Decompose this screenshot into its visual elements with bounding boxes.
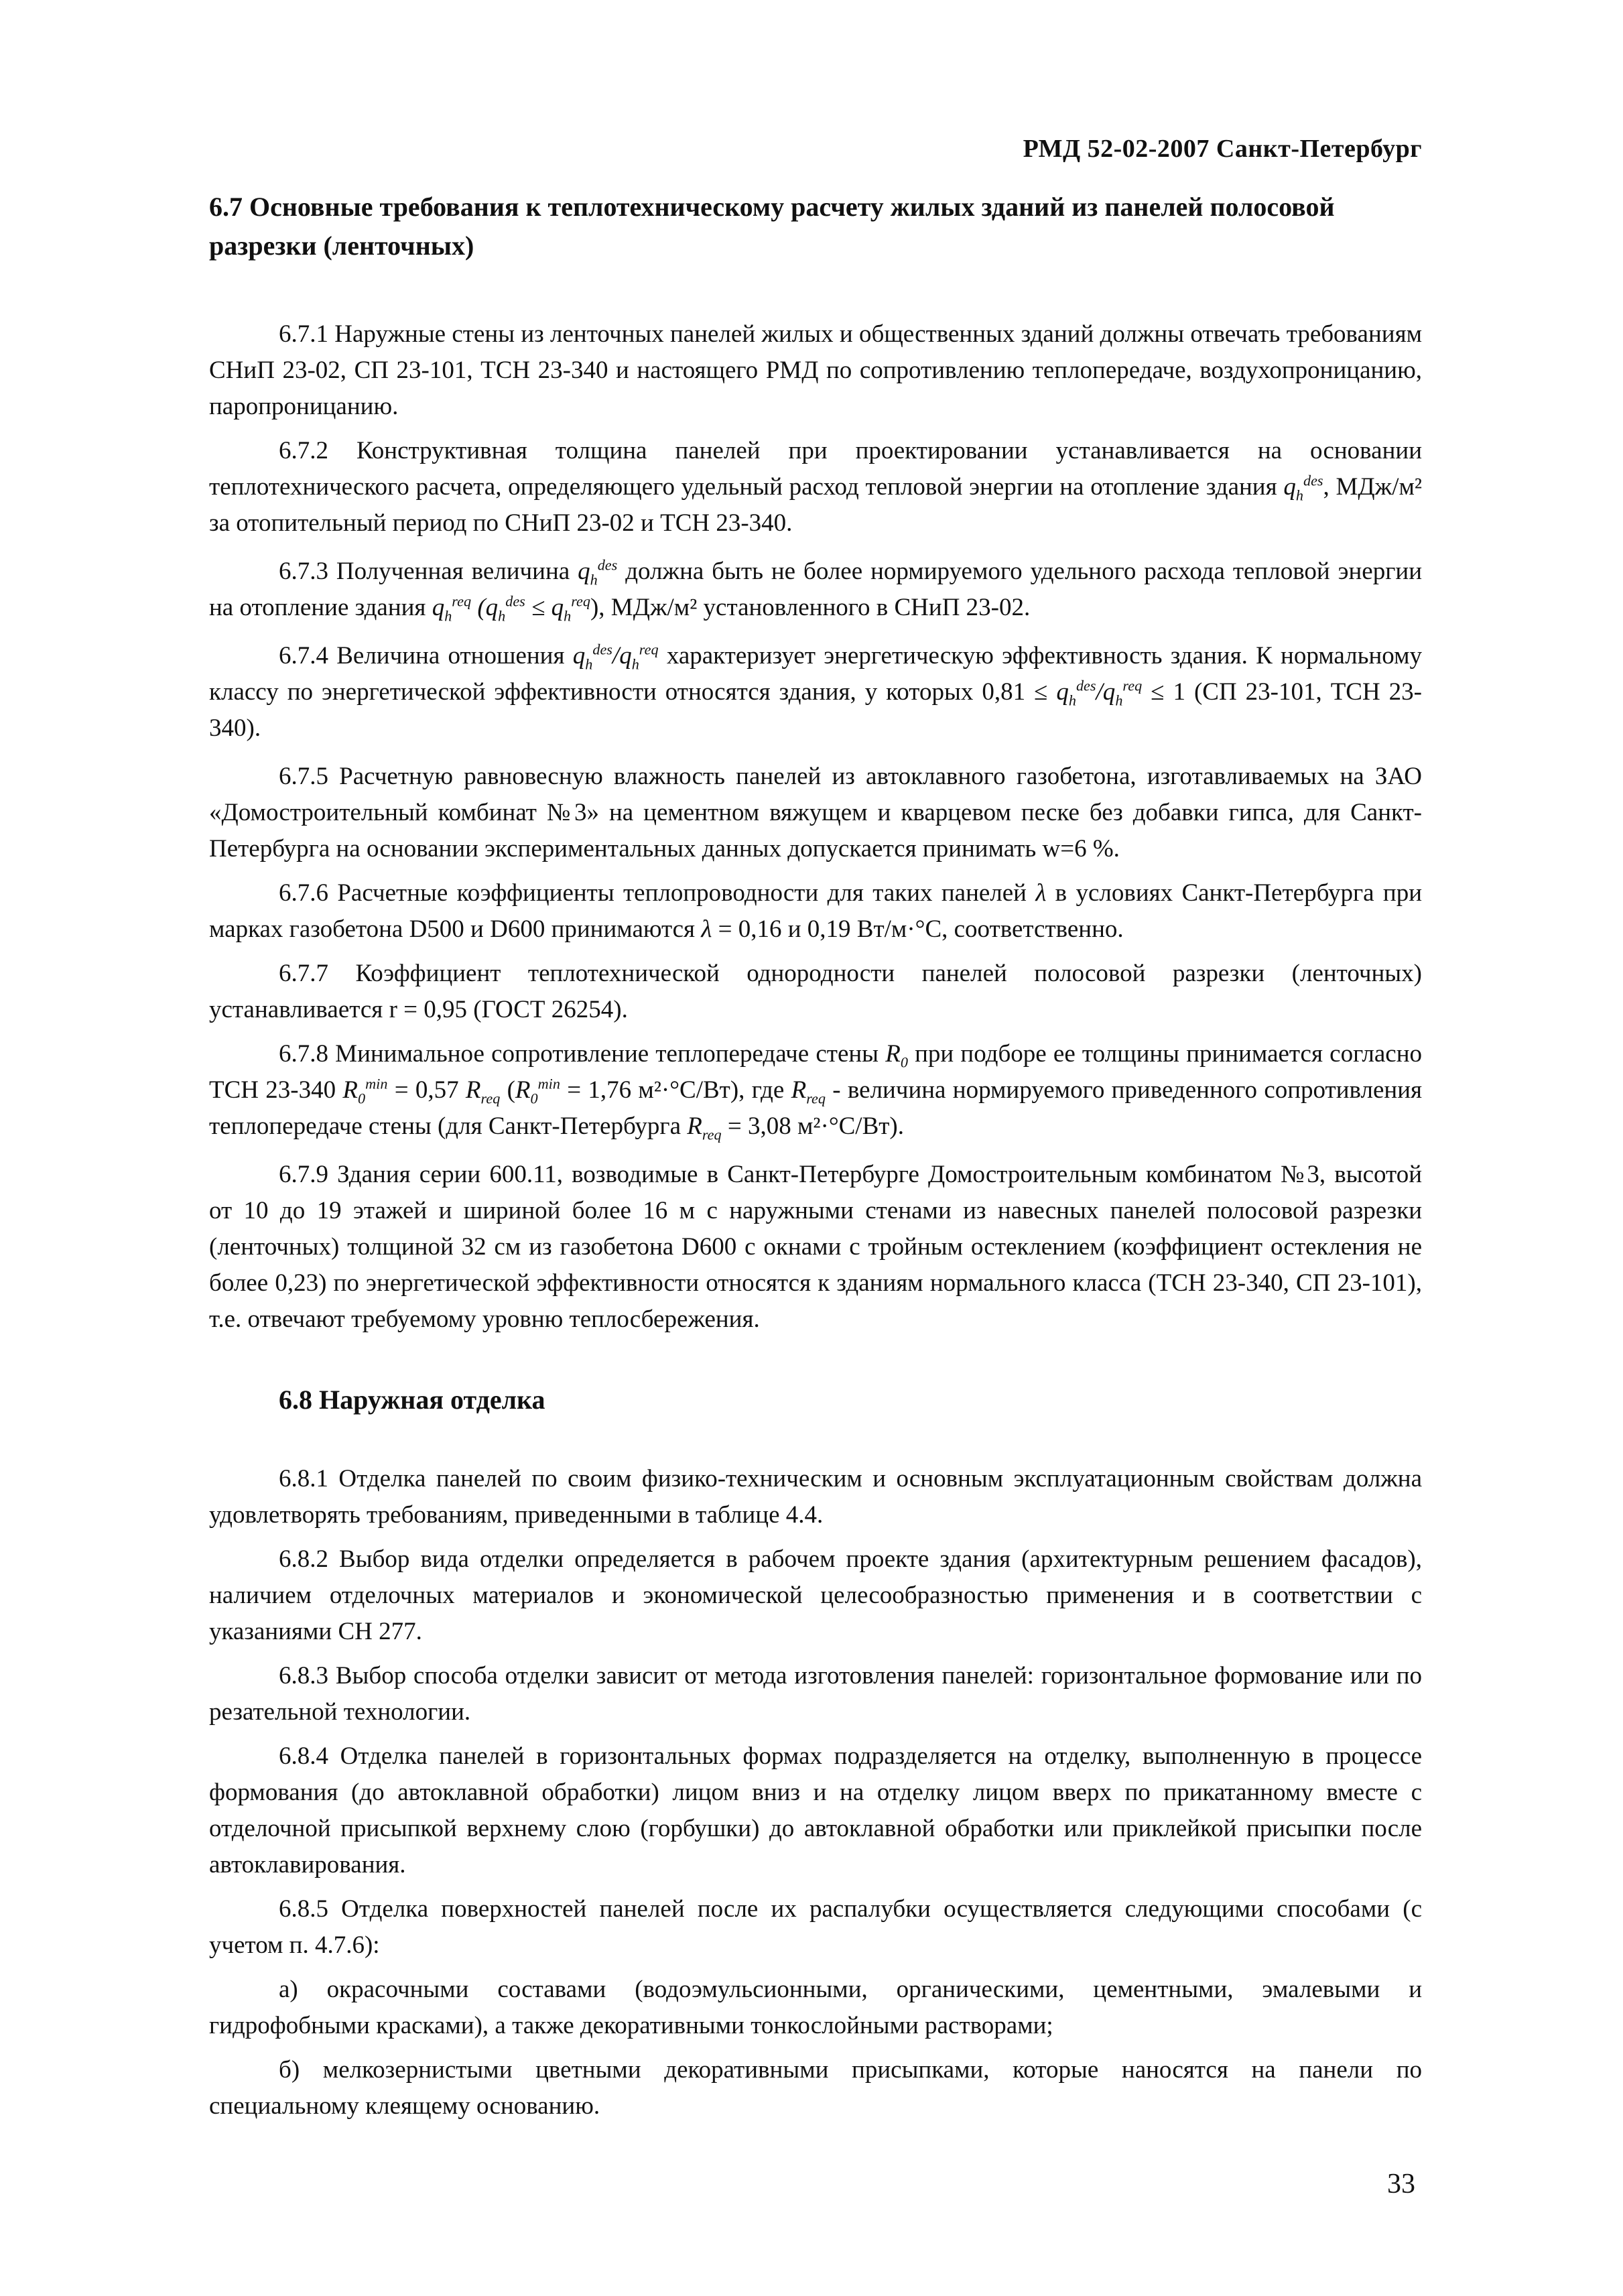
paragraph-6-8-4: 6.8.4 Отделка панелей в горизонтальных формах подразделяется на отделку, выполненную в процессе формования (до автоклавной обработки) лицом вниз и на отделку лицом вверх по прикатанному вместе с отделочной присыпкой верхнему слою (горбушки) до автоклавной обработки или приклейкой присыпки после автоклавирования. [209,1742,1422,1878]
section-heading-text: 6.7 Основные требования к теплотехническому расчету жилых зданий из панелей полосовой разрезки (ленточных) [209,192,1335,261]
paragraph-6-7-2: 6.7.2 Конструктивная толщина панелей при проектировании устанавливается на основании теплотехнического расчета, определяющего удельный расход тепловой энергии на отопление здания $q_h^{des}$, МДж/м² за отопительный период по СНиП 23-02 и ТСН 23-340. [209,437,1423,537]
formula-r0-min: $R_0^{min} = 0,57$ $R_{req}$ ($R_0^{min} = 1,76$ [342,1075,632,1107]
running-head: РМД 52-02-2007 Санкт-Петербург [1023,135,1422,163]
list-item-b: б) мелкозернистыми цветными декоративными присыпками, которые наносятся на панели по специальному клеящему основанию. [209,2056,1422,2120]
paragraph-6-7-6: 6.7.6 Расчетные коэффициенты теплопроводности для таких панелей λ в условиях Санкт-Петербурга при марках газобетона D500 и D600 принимаются λ = 0,16 и 0,19 Вт/м·°С, соответственно. [209,879,1423,943]
page-content [209,188,1422,2124]
formula-q-des: $q_h^{des}$ [1283,472,1323,504]
formula-r0: $R_0$ [885,1040,908,1071]
paragraph-6-7-4: 6.7.4 Величина отношения $q_h^{des}/q_h^{req}$ характеризует энергетическую эффективность здания. К нормальному классу по энергетической эффективности относятся здания, у которых $0,81 \le q_h^{des}/q_h^{req} \le 1$ (СП 23-101, ТСН 23-340). [209,641,1423,742]
paragraph-6-7-5: 6.7.5 Расчетную равновесную влажность панелей из автоклавного газобетона, изготавливаемых на ЗАО «Домостроительный комбинат №3» на цементном вяжущем и кварцевом песке без добавки гипса, для Санкт-Петербурга на основании экспериментальных данных допускается принимать w=6 %. [209,763,1422,863]
paragraph-6-8-1: 6.8.1 Отделка панелей по своим физико-техническим и основным эксплуатационным свойствам должна удовлетворять требованиям, приведенными в таблице 4.4. [209,1465,1422,1529]
paragraph-6-7-9: 6.7.9 Здания серии 600.11, возводимые в Санкт-Петербурге Домостроительным комбинатом №3, высотой от 10 до 19 этажей и шириной более 16 м с наружными стенами из навесных панелей полосовой разрезки (ленточных) толщиной 32 см из газобетона D600 с окнами с тройным остеклением (коэффициент остекления не более 0,23) по энергетической эффективности относятся к зданиям нормального класса (ТСН 23-340, СП 23-101), т.е. отвечают требуемому уровню теплосбережения. [209,1161,1422,1333]
formula-lambda-value: λ = 0,16 [701,915,782,943]
paragraph-6-7-3: 6.7.3 Полученная величина $q_h^{des}$ должна быть не более нормируемого удельного расхода тепловой энергии на отопление здания $q_h^{req}$ $(q_h^{des} \le q_h^{req})$, МДж/м² установленного в СНиП 23-02. [209,556,1423,625]
formula-lambda: λ [1035,879,1047,907]
paragraph-6-7-8: 6.7.8 Минимальное сопротивление теплопередаче стены $R_0$ при подборе ее толщины принимается согласно ТСН 23-340 $R_0^{min} = 0,57$ $R_{req}$ ($R_0^{min} = 1,76$ м²·°С/Вт), где $R_{req}$ - величина нормируемого приведенного сопротивления теплопередаче стены (для Санкт-Петербурга $R_{req} = 3,08$ м²·°С/Вт). [209,1040,1423,1143]
paragraph-6-8-3: 6.8.3 Выбор способа отделки зависит от метода изготовления панелей: горизонтальное формование или по резательной технологии. [209,1662,1422,1726]
formula-r-req: $R_{req}$ [687,1112,722,1143]
formula-q-req-compare: $q_h^{req}$ ($q_h^{des} \le q_h^{req}$ [432,592,590,625]
formula-q-des: $q_h^{des}$ [578,556,618,588]
page-number: 33 [1387,2169,1415,2199]
section-heading-6-7 [209,188,1422,265]
paragraph-6-7-7: 6.7.7 Коэффициент теплотехнической однородности панелей полосовой разрезки (ленточных) устанавливается r = 0,95 (ГОСТ 26254). [209,960,1422,1023]
formula-r-req: $R_{req}$ [791,1076,826,1107]
formula-ratio-range: $0,81 \le q_h^{des}/q_h^{req} \le 1$ [982,677,1185,709]
formula-ratio: $q_h^{des}/q_h^{req}$ [572,641,659,673]
section-heading-6-8: 6.8 Наружная отделка [279,1385,545,1415]
paragraph-6-8-5: 6.8.5 Отделка поверхностей панелей после их распалубки осуществляется следующими способами (с учетом п. 4.7.6): [209,1895,1422,1959]
list-item-a: а) окрасочными составами (водоэмульсионными, органическими, цементными, эмалевыми и гидрофобными красками), а также декоративными тонкослойными растворами; [209,1976,1422,2039]
paragraph-6-7-1: 6.7.1 Наружные стены из ленточных панелей жилых и общественных зданий должны отвечать требованиям СНиП 23-02, СП 23-101, ТСН 23-340 и настоящего РМД по сопротивлению теплопередаче, воздухопроницанию, паропроницанию. [209,320,1422,420]
paragraph-6-8-2: 6.8.2 Выбор вида отделки определяется в рабочем проекте здания (архитектурным решением фасадов), наличием отделочных материалов и экономической целесообразностью применения и в соответствии с указаниями СН 277. [209,1545,1422,1645]
